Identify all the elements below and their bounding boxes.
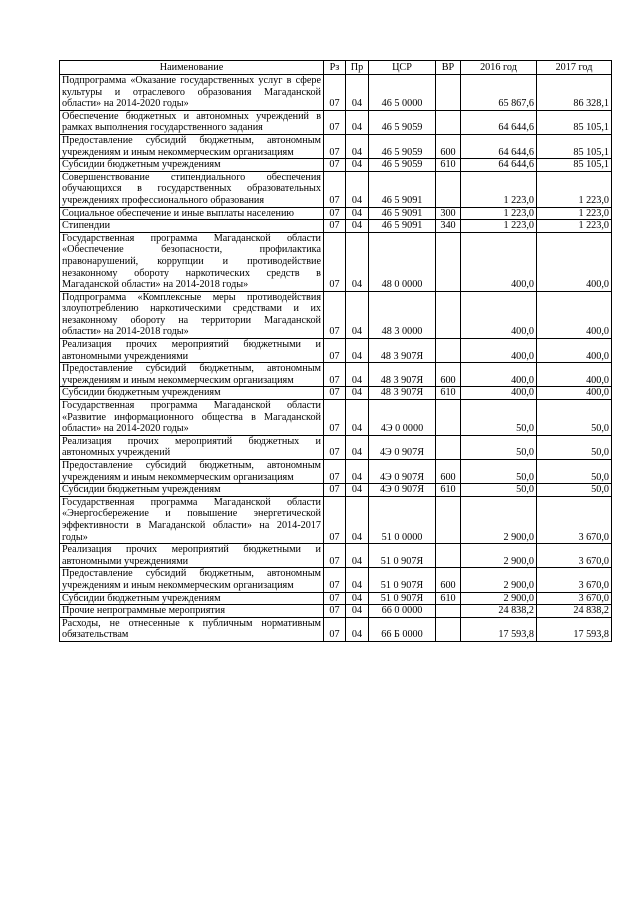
cell-2017: 24 838,2	[537, 605, 612, 618]
table-row	[60, 159, 612, 172]
cell-2017: 50,0	[537, 400, 612, 436]
cell-rz: 07	[324, 220, 346, 233]
cell-csr: 66 Б 0000	[369, 617, 436, 641]
cell-pr: 04	[346, 387, 369, 400]
cell-csr: 46 5 0000	[369, 75, 436, 111]
table-row	[60, 435, 612, 459]
cell-name: Субсидии бюджетным учреждениям	[60, 159, 324, 172]
cell-2017: 400,0	[537, 232, 612, 291]
cell-rz: 07	[324, 496, 346, 543]
table-row	[60, 220, 612, 233]
cell-vr	[436, 435, 461, 459]
cell-name: Субсидии бюджетным учреждениям	[60, 387, 324, 400]
cell-2017: 17 593,8	[537, 617, 612, 641]
cell-rz: 07	[324, 171, 346, 207]
cell-rz: 07	[324, 400, 346, 436]
cell-vr: 610	[436, 387, 461, 400]
cell-name: Обеспечение бюджетных и автономных учреждений в рамках выполнения государственного задания	[60, 110, 324, 134]
cell-vr	[436, 605, 461, 618]
cell-2017: 50,0	[537, 460, 612, 484]
cell-vr	[436, 400, 461, 436]
cell-rz: 07	[324, 134, 346, 158]
budget-table	[59, 60, 612, 642]
cell-2016: 400,0	[461, 387, 537, 400]
cell-pr: 04	[346, 207, 369, 220]
cell-name: Предоставление субсидий бюджетным, автономным учреждениям и иным некоммерческим организациям	[60, 363, 324, 387]
cell-2016: 50,0	[461, 460, 537, 484]
cell-rz: 07	[324, 568, 346, 592]
cell-vr: 600	[436, 134, 461, 158]
cell-pr: 04	[346, 617, 369, 641]
cell-rz: 07	[324, 232, 346, 291]
cell-name: Предоставление субсидий бюджетным, автономным учреждениям и иным некоммерческим организациям	[60, 134, 324, 158]
cell-2016: 50,0	[461, 435, 537, 459]
cell-2017: 400,0	[537, 339, 612, 363]
cell-rz: 07	[324, 605, 346, 618]
cell-2016: 400,0	[461, 291, 537, 338]
cell-2017: 3 670,0	[537, 544, 612, 568]
cell-pr: 04	[346, 134, 369, 158]
cell-name: Совершенствование стипендиального обеспечения обучающихся в государственных образовательных учреждениях профессионального образования	[60, 171, 324, 207]
cell-pr: 04	[346, 592, 369, 605]
cell-2016: 64 644,6	[461, 134, 537, 158]
cell-rz: 07	[324, 387, 346, 400]
cell-rz: 07	[324, 207, 346, 220]
cell-2017: 50,0	[537, 435, 612, 459]
cell-vr: 610	[436, 159, 461, 172]
table-row	[60, 460, 612, 484]
cell-pr: 04	[346, 159, 369, 172]
cell-2016: 2 900,0	[461, 496, 537, 543]
cell-csr: 46 5 9059	[369, 159, 436, 172]
cell-name: Субсидии бюджетным учреждениям	[60, 484, 324, 497]
cell-vr: 610	[436, 592, 461, 605]
cell-rz: 07	[324, 435, 346, 459]
cell-2016: 400,0	[461, 339, 537, 363]
header-vr: ВР	[436, 61, 461, 75]
cell-2016: 50,0	[461, 400, 537, 436]
cell-2016: 64 644,6	[461, 110, 537, 134]
header-2017: 2017 год	[537, 61, 612, 75]
cell-csr: 48 0 0000	[369, 232, 436, 291]
cell-2016: 17 593,8	[461, 617, 537, 641]
cell-pr: 04	[346, 220, 369, 233]
cell-name: Стипендии	[60, 220, 324, 233]
cell-vr	[436, 291, 461, 338]
cell-csr: 46 5 9091	[369, 207, 436, 220]
cell-rz: 07	[324, 617, 346, 641]
cell-pr: 04	[346, 496, 369, 543]
cell-name: Расходы, не отнесенные к публичным нормативным обязательствам	[60, 617, 324, 641]
cell-2017: 1 223,0	[537, 171, 612, 207]
cell-rz: 07	[324, 460, 346, 484]
cell-2016: 2 900,0	[461, 592, 537, 605]
cell-vr	[436, 496, 461, 543]
table-row	[60, 363, 612, 387]
cell-2016: 1 223,0	[461, 171, 537, 207]
cell-pr: 04	[346, 110, 369, 134]
header-row	[60, 61, 612, 75]
table-row	[60, 544, 612, 568]
cell-name: Реализация прочих мероприятий бюджетными и автономными учреждениями	[60, 544, 324, 568]
header-name: Наименование	[60, 61, 324, 75]
cell-pr: 04	[346, 435, 369, 459]
table-row	[60, 232, 612, 291]
cell-2017: 50,0	[537, 484, 612, 497]
cell-name: Субсидии бюджетным учреждениям	[60, 592, 324, 605]
cell-name: Предоставление субсидий бюджетным, автономным учреждениям и иным некоммерческим организациям	[60, 568, 324, 592]
cell-csr: 46 5 9091	[369, 171, 436, 207]
cell-name: Государственная программа Магаданской области «Обеспечение безопасности, профилактика правонарушений, коррупции и противодействие незаконному обороту наркотических средств в Магаданской области» на 2014-2018 годы»	[60, 232, 324, 291]
table-row	[60, 207, 612, 220]
cell-2017: 3 670,0	[537, 592, 612, 605]
cell-pr: 04	[346, 232, 369, 291]
cell-csr: 48 3 907Я	[369, 387, 436, 400]
table-row	[60, 134, 612, 158]
cell-name: Социальное обеспечение и иные выплаты населению	[60, 207, 324, 220]
cell-csr: 4Э 0 907Я	[369, 460, 436, 484]
cell-pr: 04	[346, 171, 369, 207]
cell-name: Государственная программа Магаданской области «Развитие информационного общества в Магаданской области» на 2014-2020 годы»	[60, 400, 324, 436]
header-pr: Пр	[346, 61, 369, 75]
cell-name: Государственная программа Магаданской области «Энергосбережение и повышение энергетической эффективности в Магаданской области» на 2014-2017 годы»	[60, 496, 324, 543]
cell-2017: 400,0	[537, 387, 612, 400]
cell-pr: 04	[346, 544, 369, 568]
cell-2017: 85 105,1	[537, 159, 612, 172]
cell-csr: 46 5 9091	[369, 220, 436, 233]
cell-2016: 65 867,6	[461, 75, 537, 111]
table-row	[60, 605, 612, 618]
cell-csr: 51 0 0000	[369, 496, 436, 543]
cell-name: Реализация прочих мероприятий бюджетных и автономных учреждений	[60, 435, 324, 459]
cell-2017: 400,0	[537, 291, 612, 338]
cell-2016: 2 900,0	[461, 568, 537, 592]
cell-csr: 51 0 907Я	[369, 592, 436, 605]
cell-vr	[436, 617, 461, 641]
cell-vr: 610	[436, 484, 461, 497]
cell-vr	[436, 544, 461, 568]
cell-csr: 51 0 907Я	[369, 568, 436, 592]
table-row	[60, 171, 612, 207]
cell-2017: 86 328,1	[537, 75, 612, 111]
cell-2017: 85 105,1	[537, 110, 612, 134]
table-row	[60, 484, 612, 497]
cell-rz: 07	[324, 592, 346, 605]
table-row	[60, 617, 612, 641]
cell-pr: 04	[346, 484, 369, 497]
cell-rz: 07	[324, 110, 346, 134]
cell-vr: 600	[436, 568, 461, 592]
cell-pr: 04	[346, 75, 369, 111]
cell-rz: 07	[324, 75, 346, 111]
cell-csr: 51 0 907Я	[369, 544, 436, 568]
cell-rz: 07	[324, 484, 346, 497]
cell-vr	[436, 110, 461, 134]
cell-2017: 3 670,0	[537, 496, 612, 543]
cell-vr	[436, 232, 461, 291]
cell-rz: 07	[324, 339, 346, 363]
cell-pr: 04	[346, 339, 369, 363]
table-row	[60, 75, 612, 111]
cell-name: Прочие непрограммные мероприятия	[60, 605, 324, 618]
cell-2016: 50,0	[461, 484, 537, 497]
cell-2016: 2 900,0	[461, 544, 537, 568]
cell-2016: 64 644,6	[461, 159, 537, 172]
cell-csr: 4Э 0 0000	[369, 400, 436, 436]
cell-csr: 4Э 0 907Я	[369, 484, 436, 497]
cell-2017: 1 223,0	[537, 220, 612, 233]
cell-name: Подпрограмма «Оказание государственных услуг в сфере культуры и отраслевого образования Магаданской области» на 2014-2020 годы»	[60, 75, 324, 111]
cell-csr: 66 0 0000	[369, 605, 436, 618]
table-body	[60, 75, 612, 642]
cell-name: Реализация прочих мероприятий бюджетными и автономными учреждениями	[60, 339, 324, 363]
cell-2017: 400,0	[537, 363, 612, 387]
cell-csr: 48 3 907Я	[369, 339, 436, 363]
table-row	[60, 400, 612, 436]
table-row	[60, 387, 612, 400]
cell-pr: 04	[346, 291, 369, 338]
cell-pr: 04	[346, 460, 369, 484]
cell-2016: 1 223,0	[461, 220, 537, 233]
cell-csr: 46 5 9059	[369, 110, 436, 134]
table-row	[60, 592, 612, 605]
header-2016: 2016 год	[461, 61, 537, 75]
header-rz: Рз	[324, 61, 346, 75]
cell-pr: 04	[346, 605, 369, 618]
cell-csr: 48 3 0000	[369, 291, 436, 338]
cell-pr: 04	[346, 400, 369, 436]
cell-csr: 46 5 9059	[369, 134, 436, 158]
cell-csr: 4Э 0 907Я	[369, 435, 436, 459]
cell-name: Подпрограмма «Комплексные меры противодействия злоупотреблению наркотическими средствами и их незаконному обороту на территории Магаданской области» на 2014-2018 годы»	[60, 291, 324, 338]
table-row	[60, 496, 612, 543]
cell-rz: 07	[324, 544, 346, 568]
cell-2016: 400,0	[461, 232, 537, 291]
cell-vr: 340	[436, 220, 461, 233]
cell-name: Предоставление субсидий бюджетным, автономным учреждениям и иным некоммерческим организациям	[60, 460, 324, 484]
cell-pr: 04	[346, 363, 369, 387]
cell-rz: 07	[324, 363, 346, 387]
cell-2017: 85 105,1	[537, 134, 612, 158]
cell-vr	[436, 339, 461, 363]
cell-2017: 1 223,0	[537, 207, 612, 220]
cell-2016: 24 838,2	[461, 605, 537, 618]
table-row	[60, 568, 612, 592]
cell-rz: 07	[324, 159, 346, 172]
cell-pr: 04	[346, 568, 369, 592]
cell-vr	[436, 75, 461, 111]
table-row	[60, 110, 612, 134]
table-row	[60, 291, 612, 338]
cell-vr	[436, 171, 461, 207]
cell-csr: 48 3 907Я	[369, 363, 436, 387]
cell-2016: 400,0	[461, 363, 537, 387]
cell-vr: 600	[436, 363, 461, 387]
cell-2017: 3 670,0	[537, 568, 612, 592]
header-csr: ЦСР	[369, 61, 436, 75]
cell-vr: 300	[436, 207, 461, 220]
table-row	[60, 339, 612, 363]
cell-2016: 1 223,0	[461, 207, 537, 220]
cell-vr: 600	[436, 460, 461, 484]
cell-rz: 07	[324, 291, 346, 338]
